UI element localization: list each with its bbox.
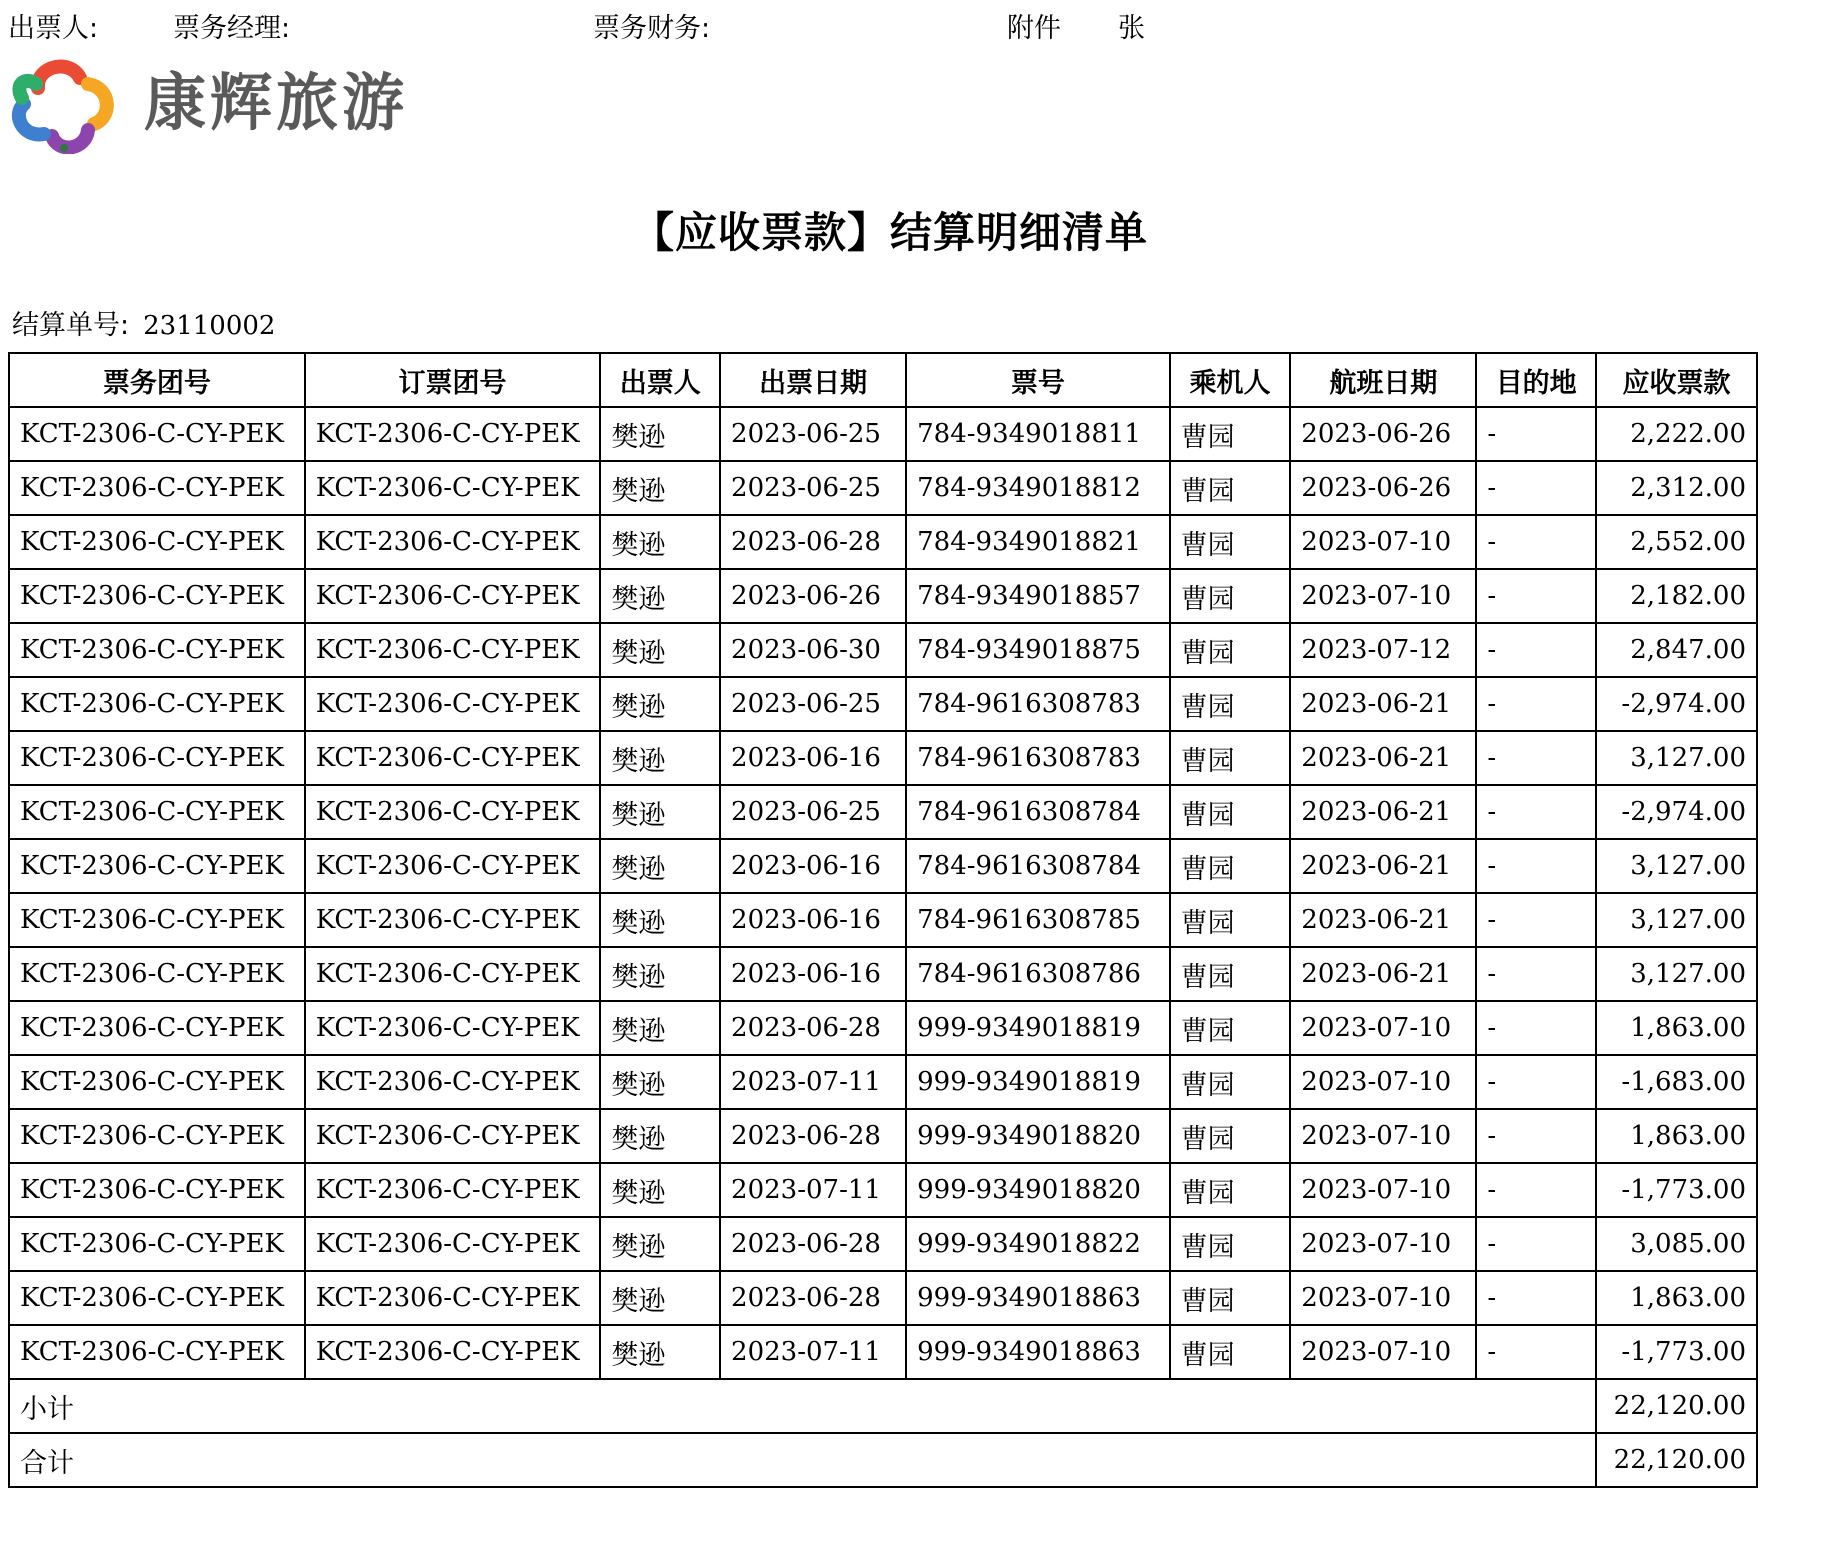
receivable-amount-cell: -2,974.00 [1596, 677, 1757, 731]
receivable-amount-cell: 1,863.00 [1596, 1001, 1757, 1055]
passenger-cell: 曹园 [1170, 677, 1291, 731]
signature-line [0, 6, 1848, 46]
passenger-cell: 曹园 [1170, 785, 1291, 839]
flight-date-cell: 2023-06-21 [1290, 839, 1476, 893]
receivable-amount-cell: -2,974.00 [1596, 785, 1757, 839]
table-row [9, 515, 1757, 569]
receivable-amount-cell: 3,127.00 [1596, 947, 1757, 1001]
issuer-cell: 樊逊 [600, 893, 720, 947]
passenger-cell: 曹园 [1170, 569, 1291, 623]
total-label: 合计 [9, 1433, 1596, 1487]
ticket-group-cell: KCT-2306-C-CY-PEK [9, 1001, 305, 1055]
table-row [9, 1217, 1757, 1271]
issue-date-cell: 2023-06-28 [720, 1271, 906, 1325]
ticket-group-cell: KCT-2306-C-CY-PEK [9, 1163, 305, 1217]
destination-cell: - [1476, 839, 1596, 893]
settlement-number-value: 23110002 [143, 311, 276, 341]
finance-label: 票务财务: [593, 13, 711, 44]
destination-cell: - [1476, 515, 1596, 569]
flight-date-cell: 2023-07-10 [1290, 515, 1476, 569]
booking-group-cell: KCT-2306-C-CY-PEK [305, 569, 601, 623]
table-row [9, 785, 1757, 839]
column-header: 航班日期 [1290, 353, 1476, 407]
flight-date-cell: 2023-07-10 [1290, 1109, 1476, 1163]
ticket-group-cell: KCT-2306-C-CY-PEK [9, 461, 305, 515]
booking-group-cell: KCT-2306-C-CY-PEK [305, 1055, 601, 1109]
issue-date-cell: 2023-06-16 [720, 893, 906, 947]
destination-cell: - [1476, 731, 1596, 785]
total-value: 22,120.00 [1596, 1433, 1757, 1487]
receivable-amount-cell: 2,312.00 [1596, 461, 1757, 515]
issue-date-cell: 2023-06-25 [720, 785, 906, 839]
manager-label: 票务经理: [173, 13, 291, 44]
destination-cell: - [1476, 1163, 1596, 1217]
ticket-group-cell: KCT-2306-C-CY-PEK [9, 839, 305, 893]
booking-group-cell: KCT-2306-C-CY-PEK [305, 1271, 601, 1325]
issuer-cell: 樊逊 [600, 947, 720, 1001]
flight-date-cell: 2023-07-10 [1290, 1163, 1476, 1217]
issuer-cell: 樊逊 [600, 407, 720, 461]
receivable-amount-cell: 3,127.00 [1596, 893, 1757, 947]
passenger-cell: 曹园 [1170, 1271, 1291, 1325]
flight-date-cell: 2023-07-10 [1290, 1325, 1476, 1379]
table-row [9, 1055, 1757, 1109]
booking-group-cell: KCT-2306-C-CY-PEK [305, 731, 601, 785]
issue-date-cell: 2023-06-16 [720, 731, 906, 785]
ticket-number-cell: 999-9349018819 [906, 1055, 1170, 1109]
issuer-cell: 樊逊 [600, 1271, 720, 1325]
passenger-cell: 曹园 [1170, 461, 1291, 515]
issuer-cell: 樊逊 [600, 1217, 720, 1271]
column-header: 票号 [906, 353, 1170, 407]
table-row [9, 947, 1757, 1001]
subtotal-label: 小计 [9, 1379, 1596, 1433]
flight-date-cell: 2023-07-10 [1290, 1001, 1476, 1055]
booking-group-cell: KCT-2306-C-CY-PEK [305, 1001, 601, 1055]
receivable-amount-cell: 3,085.00 [1596, 1217, 1757, 1271]
issue-date-cell: 2023-06-25 [720, 461, 906, 515]
ticket-number-cell: 784-9349018857 [906, 569, 1170, 623]
booking-group-cell: KCT-2306-C-CY-PEK [305, 1217, 601, 1271]
table-row [9, 893, 1757, 947]
issue-date-cell: 2023-06-30 [720, 623, 906, 677]
issuer-cell: 樊逊 [600, 1163, 720, 1217]
flight-date-cell: 2023-06-21 [1290, 785, 1476, 839]
destination-cell: - [1476, 1055, 1596, 1109]
table-row [9, 623, 1757, 677]
issue-date-cell: 2023-06-16 [720, 839, 906, 893]
issuer-cell: 樊逊 [600, 515, 720, 569]
passenger-cell: 曹园 [1170, 1325, 1291, 1379]
total-row [9, 1433, 1757, 1487]
destination-cell: - [1476, 1001, 1596, 1055]
ticket-number-cell: 784-9616308784 [906, 785, 1170, 839]
ticket-number-cell: 784-9616308783 [906, 677, 1170, 731]
ticket-group-cell: KCT-2306-C-CY-PEK [9, 515, 305, 569]
passenger-cell: 曹园 [1170, 1217, 1291, 1271]
brand-name: 康辉旅游 [144, 66, 409, 139]
booking-group-cell: KCT-2306-C-CY-PEK [305, 677, 601, 731]
booking-group-cell: KCT-2306-C-CY-PEK [305, 839, 601, 893]
ticket-group-cell: KCT-2306-C-CY-PEK [9, 1109, 305, 1163]
issuer-cell: 樊逊 [600, 677, 720, 731]
destination-cell: - [1476, 1325, 1596, 1379]
table-row [9, 1271, 1757, 1325]
issue-date-cell: 2023-06-25 [720, 407, 906, 461]
ticket-number-cell: 784-9616308784 [906, 839, 1170, 893]
passenger-cell: 曹园 [1170, 1055, 1291, 1109]
issuer-cell: 樊逊 [600, 839, 720, 893]
table-row [9, 407, 1757, 461]
booking-group-cell: KCT-2306-C-CY-PEK [305, 947, 601, 1001]
ticket-number-cell: 999-9349018820 [906, 1109, 1170, 1163]
issue-date-cell: 2023-06-26 [720, 569, 906, 623]
column-header: 出票日期 [720, 353, 906, 407]
passenger-cell: 曹园 [1170, 1109, 1291, 1163]
subtotal-value: 22,120.00 [1596, 1379, 1757, 1433]
booking-group-cell: KCT-2306-C-CY-PEK [305, 1109, 601, 1163]
receivable-amount-cell: -1,773.00 [1596, 1163, 1757, 1217]
destination-cell: - [1476, 1217, 1596, 1271]
destination-cell: - [1476, 623, 1596, 677]
issue-date-cell: 2023-07-11 [720, 1055, 906, 1109]
issuer-cell: 樊逊 [600, 785, 720, 839]
passenger-cell: 曹园 [1170, 407, 1291, 461]
issuer-cell: 樊逊 [600, 1001, 720, 1055]
passenger-cell: 曹园 [1170, 623, 1291, 677]
ticket-group-cell: KCT-2306-C-CY-PEK [9, 1271, 305, 1325]
ticket-group-cell: KCT-2306-C-CY-PEK [9, 407, 305, 461]
booking-group-cell: KCT-2306-C-CY-PEK [305, 623, 601, 677]
page-title: 【应收票款】结算明细清单 [631, 208, 1148, 257]
column-header: 乘机人 [1170, 353, 1291, 407]
table-row [9, 569, 1757, 623]
ticket-group-cell: KCT-2306-C-CY-PEK [9, 1217, 305, 1271]
destination-cell: - [1476, 947, 1596, 1001]
ticket-number-cell: 999-9349018863 [906, 1325, 1170, 1379]
ticket-number-cell: 784-9616308783 [906, 731, 1170, 785]
table-row [9, 731, 1757, 785]
issue-date-cell: 2023-06-28 [720, 1109, 906, 1163]
receivable-amount-cell: -1,773.00 [1596, 1325, 1757, 1379]
ticket-group-cell: KCT-2306-C-CY-PEK [9, 677, 305, 731]
receivable-amount-cell: 2,847.00 [1596, 623, 1757, 677]
table-row [9, 677, 1757, 731]
column-header: 订票团号 [305, 353, 601, 407]
booking-group-cell: KCT-2306-C-CY-PEK [305, 1325, 601, 1379]
table-row [9, 1001, 1757, 1055]
issuer-cell: 樊逊 [600, 1109, 720, 1163]
destination-cell: - [1476, 677, 1596, 731]
flight-date-cell: 2023-06-26 [1290, 461, 1476, 515]
ticket-number-cell: 999-9349018820 [906, 1163, 1170, 1217]
ticket-group-cell: KCT-2306-C-CY-PEK [9, 569, 305, 623]
column-header: 目的地 [1476, 353, 1596, 407]
booking-group-cell: KCT-2306-C-CY-PEK [305, 893, 601, 947]
destination-cell: - [1476, 1109, 1596, 1163]
flight-date-cell: 2023-07-10 [1290, 1055, 1476, 1109]
issuer-cell: 樊逊 [600, 1055, 720, 1109]
issuer-cell: 樊逊 [600, 1325, 720, 1379]
booking-group-cell: KCT-2306-C-CY-PEK [305, 785, 601, 839]
settlement-number [12, 303, 275, 342]
ticket-group-cell: KCT-2306-C-CY-PEK [9, 947, 305, 1001]
table-header-row [9, 353, 1757, 407]
passenger-cell: 曹园 [1170, 515, 1291, 569]
ticket-number-cell: 784-9616308785 [906, 893, 1170, 947]
booking-group-cell: KCT-2306-C-CY-PEK [305, 461, 601, 515]
issuer-label: 出票人: [8, 13, 99, 44]
ticket-group-cell: KCT-2306-C-CY-PEK [9, 731, 305, 785]
attachment-label: 附件 [1007, 13, 1061, 44]
ticket-number-cell: 784-9349018821 [906, 515, 1170, 569]
passenger-cell: 曹园 [1170, 1001, 1291, 1055]
receivable-amount-cell: 1,863.00 [1596, 1271, 1757, 1325]
flight-date-cell: 2023-06-21 [1290, 677, 1476, 731]
table-row [9, 1325, 1757, 1379]
ticket-number-cell: 999-9349018822 [906, 1217, 1170, 1271]
destination-cell: - [1476, 461, 1596, 515]
receivable-amount-cell: 3,127.00 [1596, 839, 1757, 893]
flight-date-cell: 2023-06-21 [1290, 893, 1476, 947]
destination-cell: - [1476, 785, 1596, 839]
issuer-cell: 樊逊 [600, 731, 720, 785]
flight-date-cell: 2023-07-12 [1290, 623, 1476, 677]
passenger-cell: 曹园 [1170, 731, 1291, 785]
issue-date-cell: 2023-07-11 [720, 1325, 906, 1379]
ticket-group-cell: KCT-2306-C-CY-PEK [9, 623, 305, 677]
column-header: 票务团号 [9, 353, 305, 407]
passenger-cell: 曹园 [1170, 839, 1291, 893]
receivable-amount-cell: 2,552.00 [1596, 515, 1757, 569]
ticket-number-cell: 999-9349018819 [906, 1001, 1170, 1055]
attachment-unit: 张 [1118, 13, 1145, 44]
receivable-amount-cell: 2,222.00 [1596, 407, 1757, 461]
issuer-cell: 樊逊 [600, 623, 720, 677]
issue-date-cell: 2023-06-28 [720, 1001, 906, 1055]
issue-date-cell: 2023-06-28 [720, 515, 906, 569]
table-row [9, 461, 1757, 515]
issue-date-cell: 2023-06-16 [720, 947, 906, 1001]
destination-cell: - [1476, 893, 1596, 947]
table-row [9, 839, 1757, 893]
table-row [9, 1109, 1757, 1163]
ticket-number-cell: 784-9349018812 [906, 461, 1170, 515]
booking-group-cell: KCT-2306-C-CY-PEK [305, 407, 601, 461]
table-body [9, 407, 1757, 1379]
destination-cell: - [1476, 1271, 1596, 1325]
ticket-group-cell: KCT-2306-C-CY-PEK [9, 1055, 305, 1109]
ticket-group-cell: KCT-2306-C-CY-PEK [9, 1325, 305, 1379]
issue-date-cell: 2023-06-25 [720, 677, 906, 731]
issuer-cell: 樊逊 [600, 461, 720, 515]
passenger-cell: 曹园 [1170, 947, 1291, 1001]
ticket-group-cell: KCT-2306-C-CY-PEK [9, 785, 305, 839]
booking-group-cell: KCT-2306-C-CY-PEK [305, 1163, 601, 1217]
receivable-amount-cell: 2,182.00 [1596, 569, 1757, 623]
ticket-number-cell: 784-9349018875 [906, 623, 1170, 677]
flight-date-cell: 2023-07-10 [1290, 569, 1476, 623]
receivable-amount-cell: -1,683.00 [1596, 1055, 1757, 1109]
receivable-amount-cell: 3,127.00 [1596, 731, 1757, 785]
flight-date-cell: 2023-06-21 [1290, 947, 1476, 1001]
flight-date-cell: 2023-07-10 [1290, 1271, 1476, 1325]
issuer-cell: 樊逊 [600, 569, 720, 623]
issue-date-cell: 2023-07-11 [720, 1163, 906, 1217]
ticket-number-cell: 999-9349018863 [906, 1271, 1170, 1325]
passenger-cell: 曹园 [1170, 1163, 1291, 1217]
passenger-cell: 曹园 [1170, 893, 1291, 947]
flight-date-cell: 2023-06-21 [1290, 731, 1476, 785]
table-row [9, 1163, 1757, 1217]
settlement-number-label: 结算单号: [12, 310, 130, 341]
column-header: 应收票款 [1596, 353, 1757, 407]
settlement-table [8, 352, 1758, 1488]
subtotal-row [9, 1379, 1757, 1433]
destination-cell: - [1476, 569, 1596, 623]
receivable-amount-cell: 1,863.00 [1596, 1109, 1757, 1163]
flight-date-cell: 2023-06-26 [1290, 407, 1476, 461]
issue-date-cell: 2023-06-28 [720, 1217, 906, 1271]
column-header: 出票人 [600, 353, 720, 407]
booking-group-cell: KCT-2306-C-CY-PEK [305, 515, 601, 569]
ticket-number-cell: 784-9349018811 [906, 407, 1170, 461]
ticket-number-cell: 784-9616308786 [906, 947, 1170, 1001]
destination-cell: - [1476, 407, 1596, 461]
company-logo [8, 54, 428, 154]
ticket-group-cell: KCT-2306-C-CY-PEK [9, 893, 305, 947]
flower-logo-icon [8, 54, 428, 154]
flight-date-cell: 2023-07-10 [1290, 1217, 1476, 1271]
